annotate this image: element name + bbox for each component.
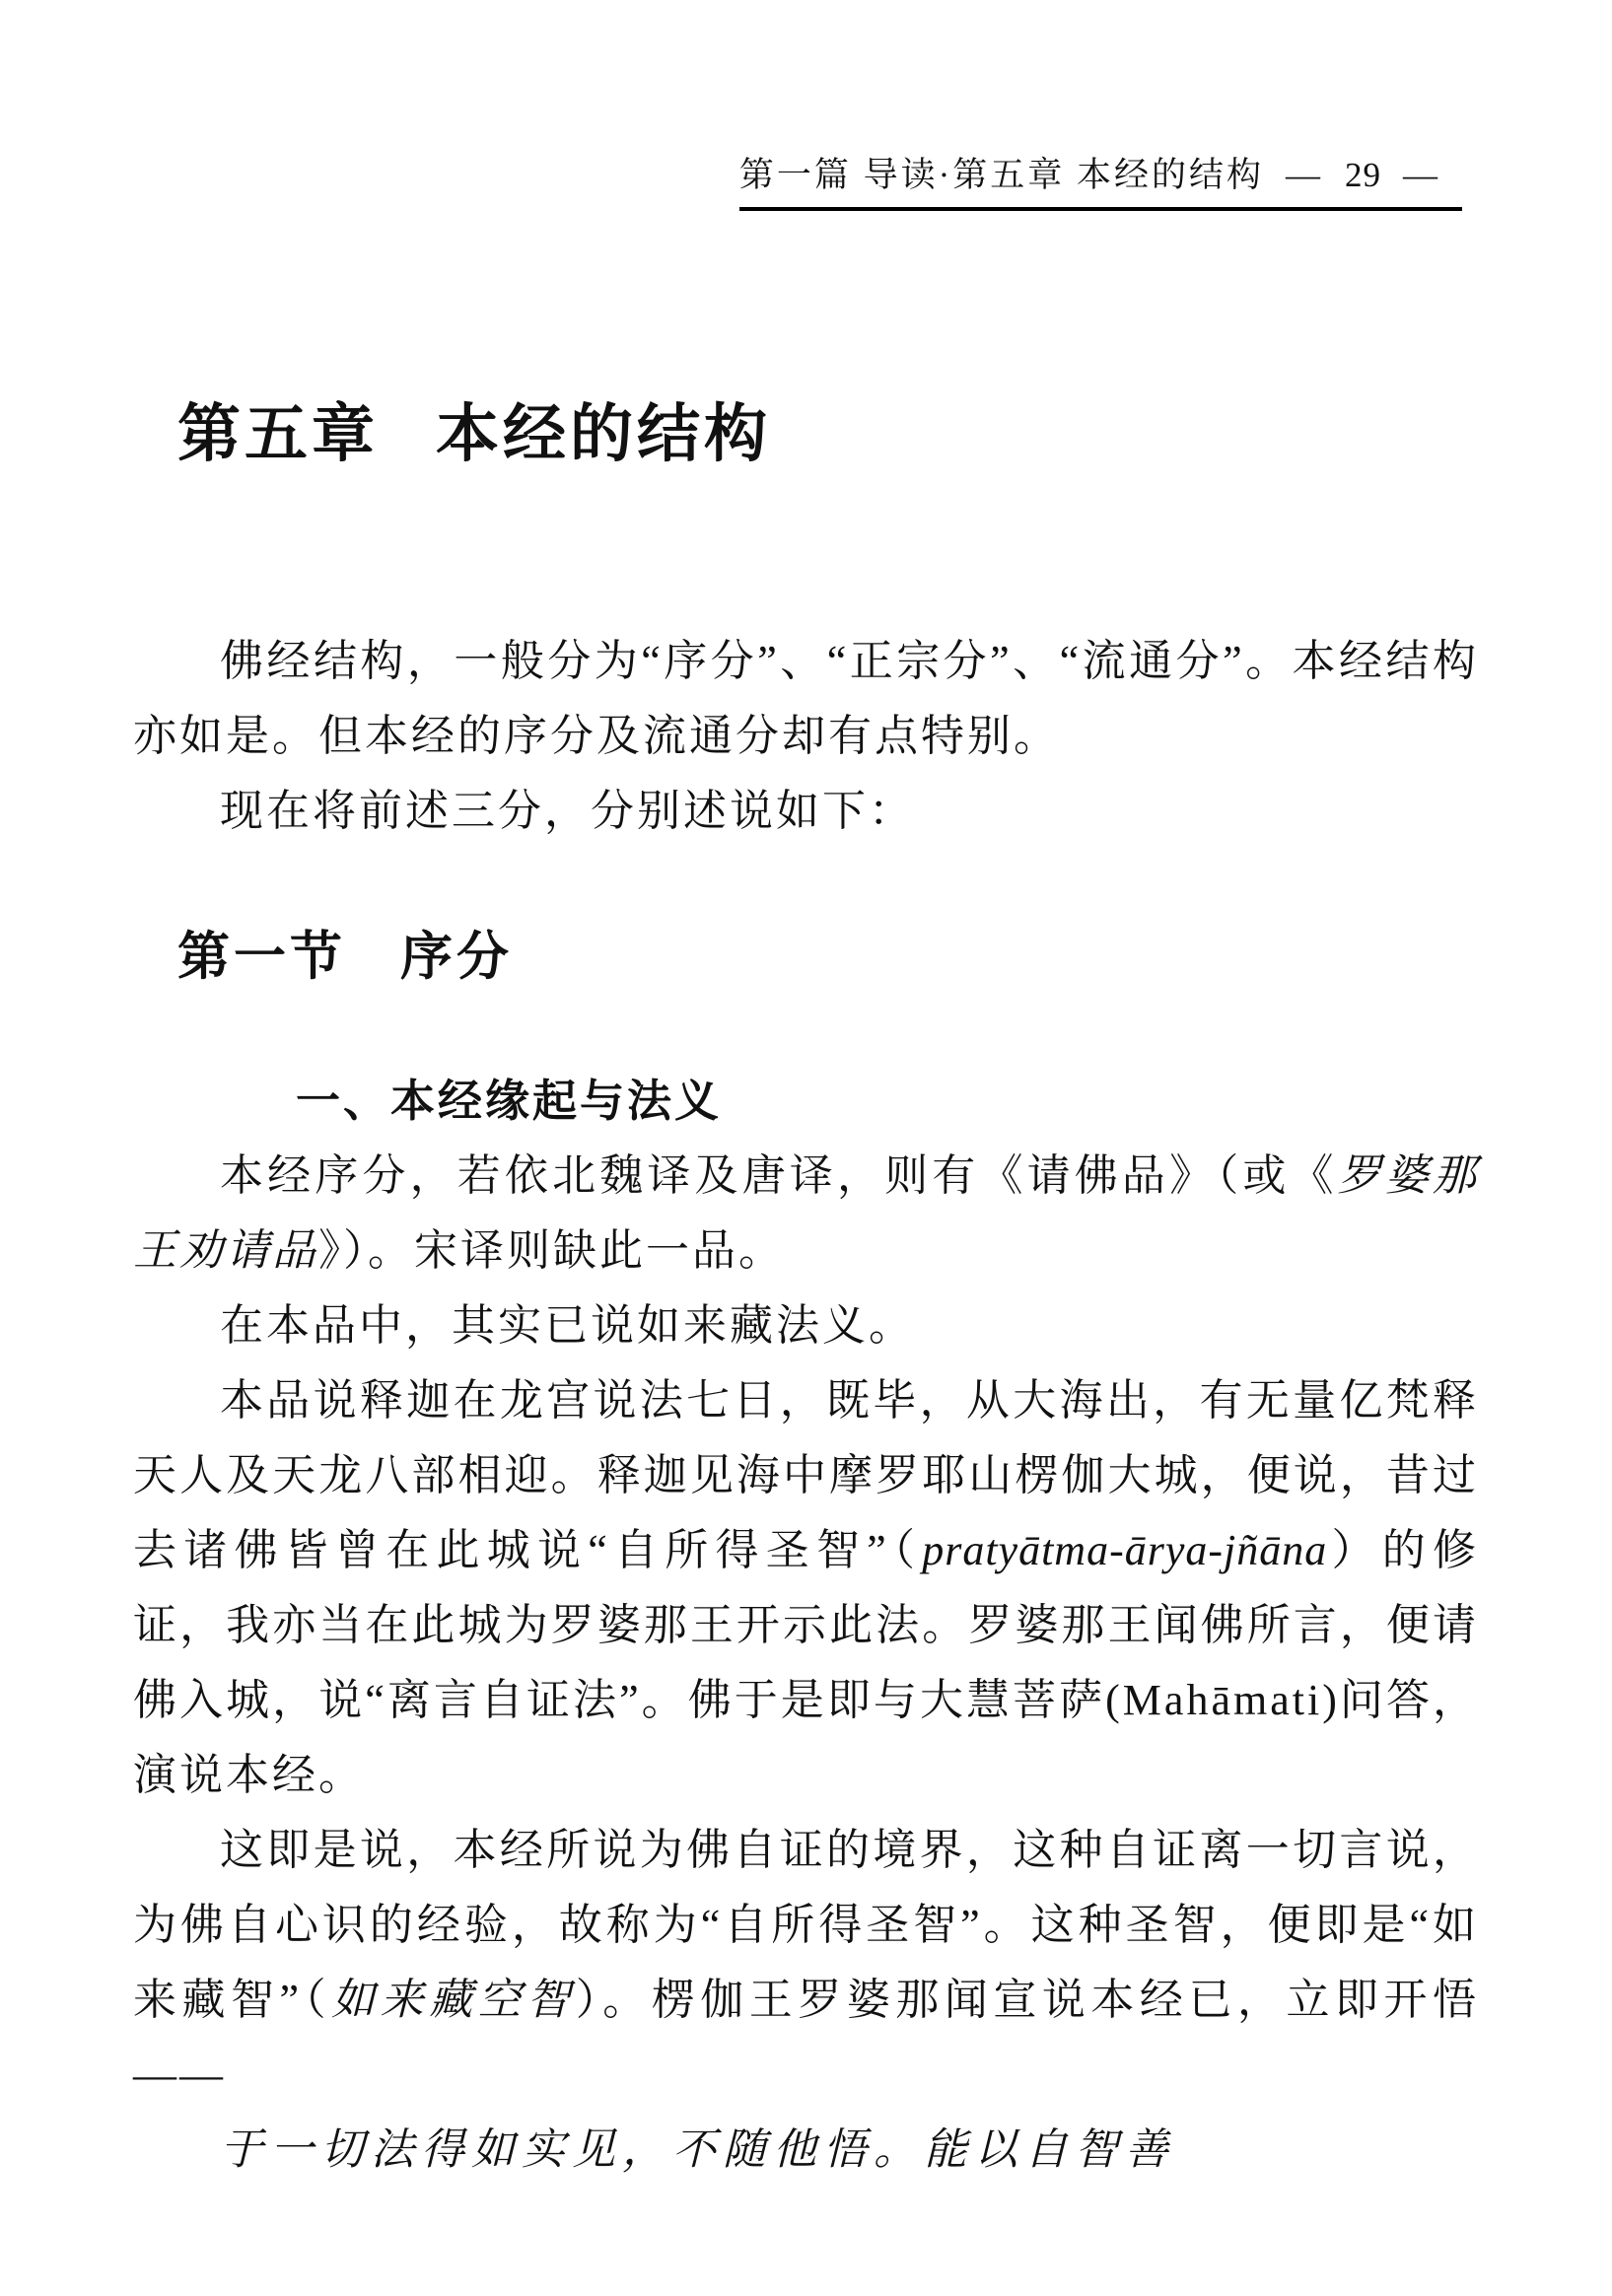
paragraph-6-gloss: 如来藏空智 [331,1976,576,2024]
chapter-number: 第五章 [177,399,379,469]
paragraph-5-text-c: ）的修证，我亦当在此城为罗婆那王开示此法。罗婆那王闻佛所言，便请佛入城，说“离言自证法”。佛于是即与大慧菩萨(Mahāmati)问答，演说本经。 [133,1526,1479,1799]
page-number-dash-left: — [1286,156,1323,194]
paragraph-6-text-c: ）。楞伽王罗婆那闻宣说本经已，立即开悟—— [133,1976,1480,2099]
section-heading [177,920,1479,995]
subsection-heading: 一、本经缘起与法义 [296,1076,723,1126]
body-content [133,624,1479,2188]
paragraph-6-text-a: 这即是说，本经所说为佛自证的境界，这种自证离一切言说，为佛自心识的经验，故称为“自所得圣智”。这种圣智，便即是“如来藏智”（ [133,1826,1479,2024]
section-title: 序分 [400,929,513,986]
paragraph-3-text-a: 本经序分，若依北魏译及唐译，则有《请佛品》（或《 [220,1151,1338,1200]
chapter-title: 本经的结构 [436,399,771,469]
paragraph-2: 现在将前述三分，分别述说如下： [220,787,915,835]
paragraph-4: 在本品中，其实已说如来藏法义。 [220,1301,915,1350]
running-head-title: 第一篇 导读·第五章 本经的结构 [738,156,1264,194]
running-head [0,0,1462,211]
paragraph-5-sanskrit-term: pratyātma-ārya-jñāna [922,1526,1328,1574]
paragraph-3-text-c: 》）。宋译则缺此一品。 [318,1226,785,1275]
paragraph-5 [133,1363,1479,1813]
chapter-heading [177,399,1612,469]
paragraph-6 [133,1813,1479,2113]
paragraph-3 [133,1139,1479,1288]
paragraph-1: 佛经结构，一般分为“序分”、“正宗分”、“流通分”。本经结构亦如是。但本经的序分及流通分却有点特别。 [133,637,1479,760]
paragraph-3-book-title: 罗婆那王劝请品 [133,1151,1480,1275]
page-number-dash-right: — [1403,156,1440,194]
paragraph-5-text-a: 本品说释迦在龙宫说法七日，既毕，从大海出，有无量亿梵释天人及天龙八部相迎。释迦见海中摩罗耶山楞伽大城，便说，昔过去诸佛皆曾在此城说“自所得圣智”（ [133,1376,1479,1574]
running-head-rule [739,148,1462,211]
section-number: 第一节 [177,929,346,986]
scripture-quote: 于一切法得如实见，不随他悟。能以自智善 [220,2125,1175,2174]
page-number: 29 [1345,156,1381,194]
